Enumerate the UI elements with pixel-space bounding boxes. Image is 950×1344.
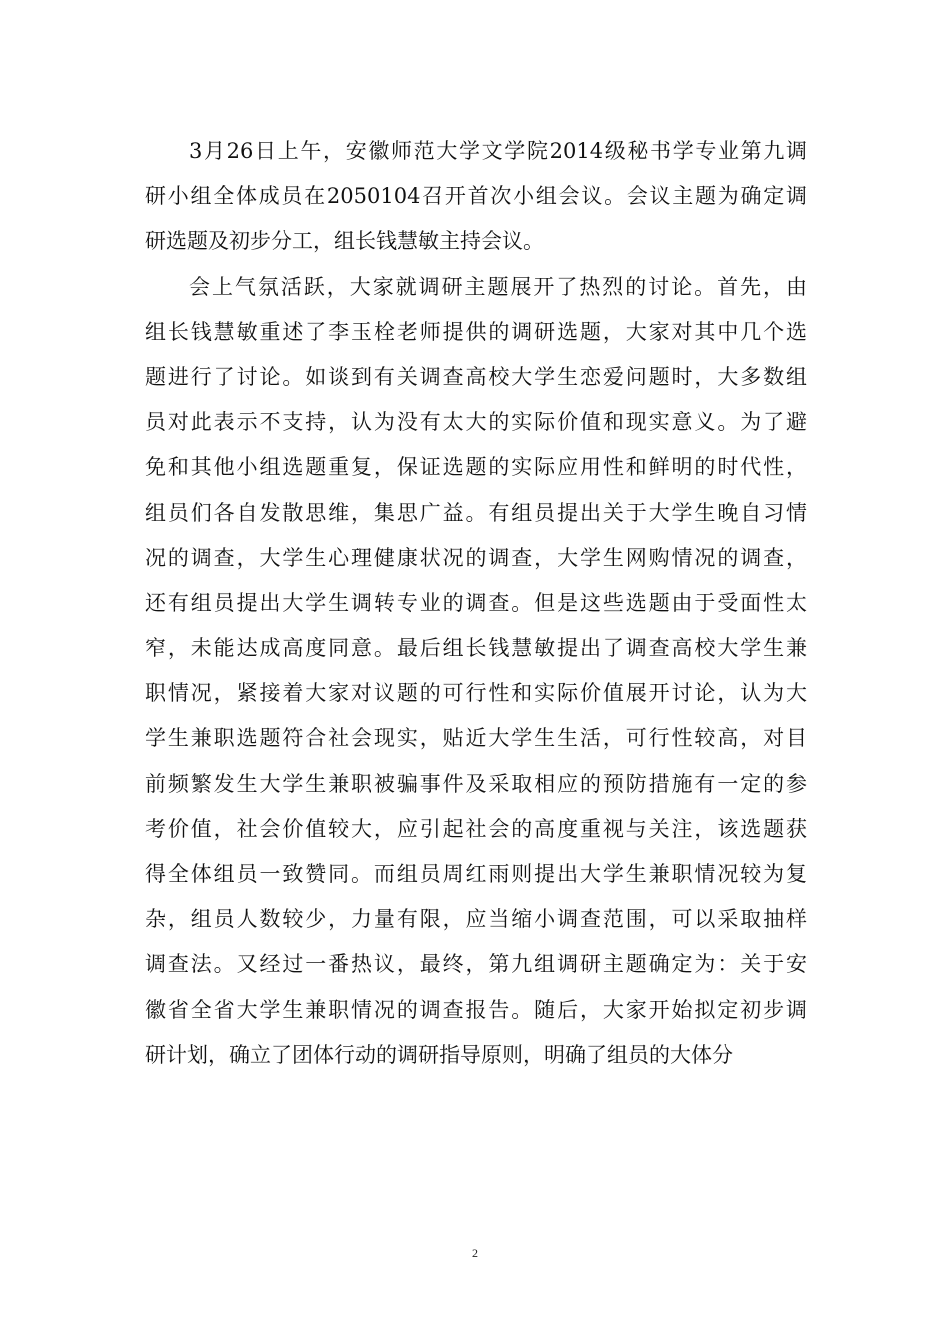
text-line: 考价值，社会价值较大，应引起社会的高度重视与关注，该选题获: [145, 816, 807, 841]
text-line: 研选题及初步分工，组长钱慧敏主持会议。: [145, 229, 544, 254]
text-line: 3月26日上午，安徽师范大学文学院2014级秘书学专业第九调: [189, 139, 807, 163]
paragraph-1: [145, 129, 807, 265]
text-line: 会上气氛活跃，大家就调研主题展开了热烈的讨论。首先，由: [189, 274, 807, 299]
text-line: 组员们各自发散思维，集思广益。有组员提出关于大学生晚自习情: [145, 500, 807, 525]
page-number: 2: [472, 1246, 478, 1260]
text-line: 免和其他小组选题重复，保证选题的实际应用性和鲜明的时代性，: [145, 455, 807, 480]
text-line: 学生兼职选题符合社会现实，贴近大学生生活，可行性较高，对目: [145, 726, 807, 751]
text-line: 徽省全省大学生兼职情况的调查报告。随后，大家开始拟定初步调: [145, 997, 807, 1022]
paragraph-2: [145, 265, 807, 1078]
text-line: 调查法。又经过一番热议，最终，第九组调研主题确定为：关于安: [145, 952, 807, 977]
text-line: 况的调查，大学生心理健康状况的调查，大学生网购情况的调查，: [145, 545, 807, 570]
text-line: 前频繁发生大学生兼职被骗事件及采取相应的预防措施有一定的参: [145, 771, 807, 796]
body-text: [145, 129, 807, 1078]
text-line: 职情况，紧接着大家对议题的可行性和实际价值展开讨论，认为大: [145, 681, 807, 706]
text-line: 员对此表示不支持，认为没有太大的实际价值和现实意义。为了避: [145, 410, 807, 435]
text-line: 窄，未能达成高度同意。最后组长钱慧敏提出了调查高校大学生兼: [145, 636, 807, 661]
text-line: 研小组全体成员在2050104召开首次小组会议。会议主题为确定调: [145, 184, 807, 209]
text-line: 题进行了讨论。如谈到有关调查高校大学生恋爱问题时，大多数组: [145, 364, 807, 389]
text-line: 研计划，确立了团体行动的调研指导原则，明确了组员的大体分: [145, 1042, 733, 1067]
text-line: 组长钱慧敏重述了李玉栓老师提供的调研选题，大家对其中几个选: [145, 319, 807, 344]
text-line: 杂，组员人数较少，力量有限，应当缩小调查范围，可以采取抽样: [145, 907, 807, 932]
text-line: 得全体组员一致赞同。而组员周红雨则提出大学生兼职情况较为复: [145, 862, 807, 886]
text-line: 还有组员提出大学生调转专业的调查。但是这些选题由于受面性太: [145, 590, 807, 615]
